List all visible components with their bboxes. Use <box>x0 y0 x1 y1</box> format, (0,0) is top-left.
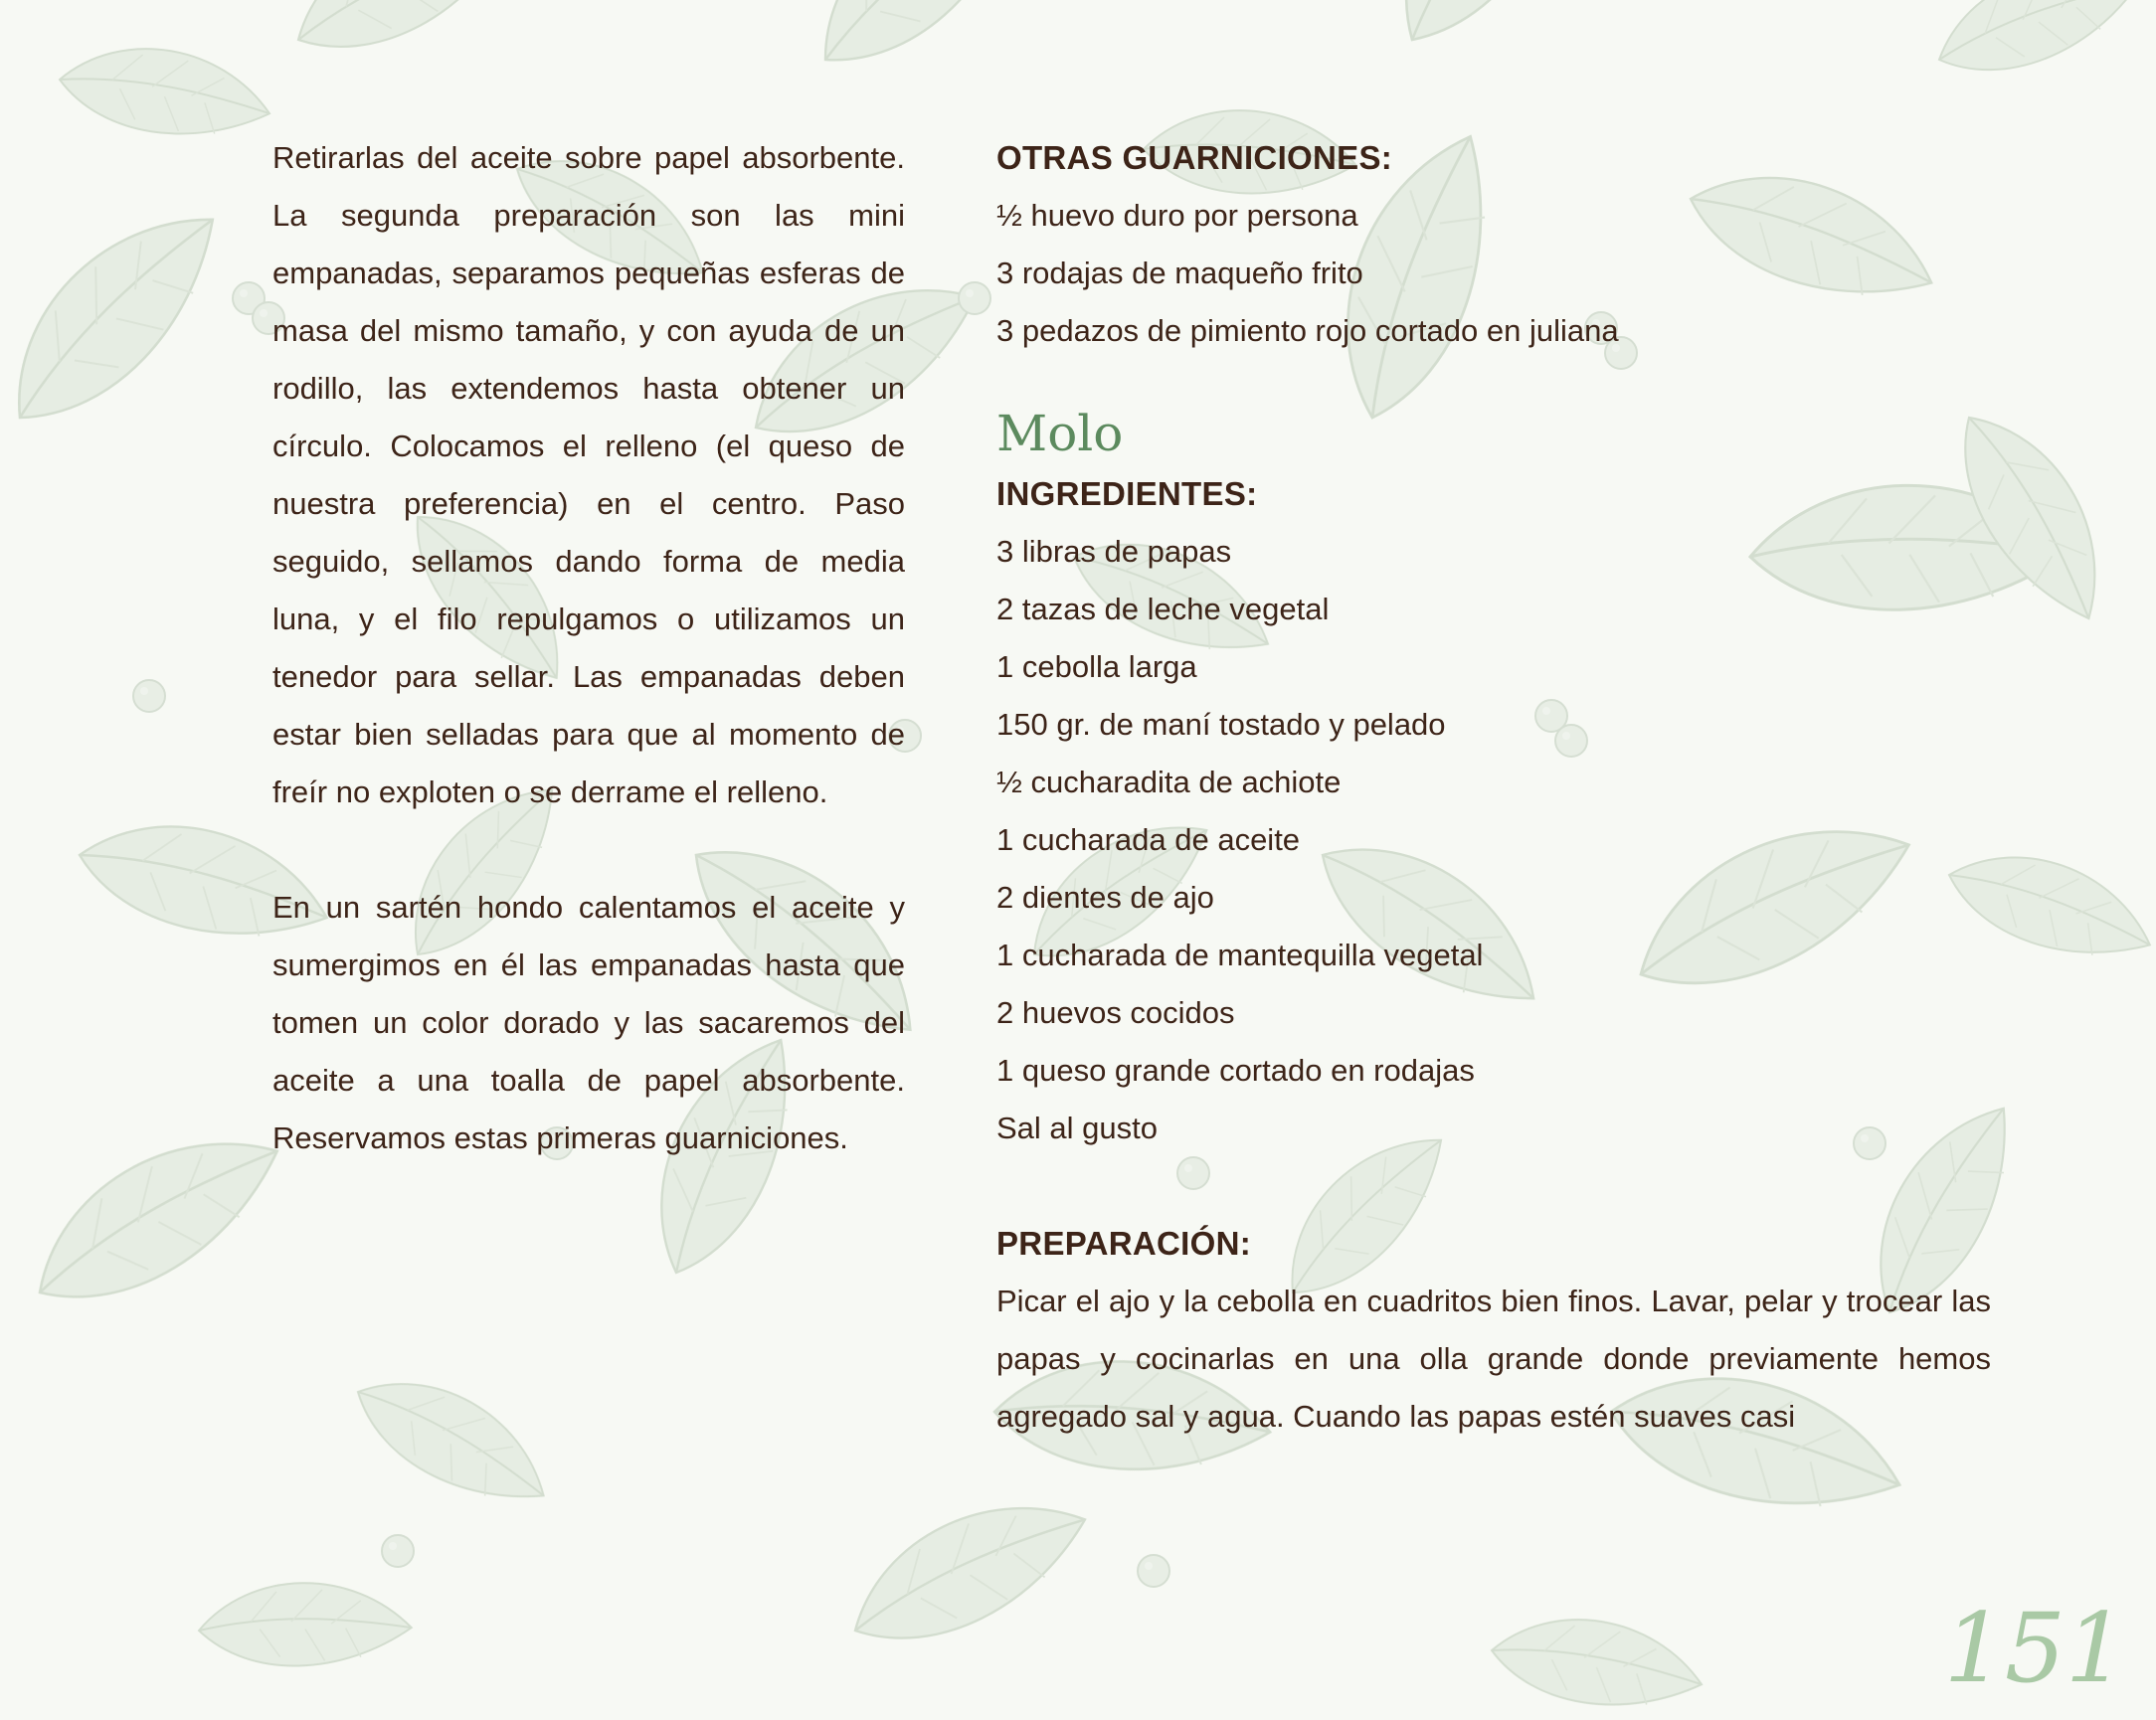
preparacion-text: Picar el ajo y la cebolla en cuadritos bien finos. Lavar, pelar y trocear las papas y cocinarlas en una olla grande donde previamente hemos agregado sal y agua. Cuando las papas estén suaves casi <box>996 1284 1991 1434</box>
ingredientes-list <box>996 523 1991 1157</box>
list-item: Sal al gusto <box>996 1111 1158 1145</box>
list-item: 3 rodajas de maqueño frito <box>996 256 1363 290</box>
list-item: 1 queso grande cortado en rodajas <box>996 1053 1475 1088</box>
left-paragraph-2: En un sartén hondo calentamos el aceite y sumergimos en él las empanadas hasta que tomen un color dorado y las sacaremos del aceite a una toalla de papel absorbente. Reservamos estas primeras guarniciones. <box>272 890 905 1155</box>
left-column <box>272 129 905 1167</box>
recipe-title: Molo <box>996 405 1124 462</box>
list-item: 3 pedazos de pimiento rojo cortado en juliana <box>996 313 1619 348</box>
otras-guarniciones-list <box>996 187 1991 360</box>
list-item: 2 huevos cocidos <box>996 995 1235 1030</box>
list-item: ½ huevo duro por persona <box>996 198 1358 233</box>
list-item: 150 gr. de maní tostado y pelado <box>996 707 1446 742</box>
list-item: 3 libras de papas <box>996 534 1232 569</box>
ingredientes-heading: INGREDIENTES: <box>996 475 1258 512</box>
left-paragraph-1: Retirarlas del aceite sobre papel absorbente. La segunda preparación son las mini empanadas, separamos pequeñas esferas de masa del mismo tamaño, y con ayuda de un rodillo, las extendemos hasta obtener un círculo. Colocamos el relleno (el queso de nuestra preferencia) en el centro. Paso seguido, sellamos dando forma de media luna, y el filo repulgamos o utilizamos un tenedor para sellar. Las empanadas deben estar bien selladas para que al momento de freír no exploten o se derrame el relleno. <box>272 140 905 809</box>
list-item: 1 cucharada de mantequilla vegetal <box>996 938 1484 972</box>
section-gap <box>996 1157 1991 1215</box>
page-number: 151 <box>1943 1593 2126 1704</box>
list-item: 2 tazas de leche vegetal <box>996 592 1330 626</box>
right-column <box>996 129 1991 1446</box>
list-item: ½ cucharadita de achiote <box>996 765 1342 799</box>
otras-guarniciones-heading: OTRAS GUARNICIONES: <box>996 139 1393 176</box>
list-item: 2 dientes de ajo <box>996 880 1214 915</box>
preparacion-heading: PREPARACIÓN: <box>996 1225 1251 1262</box>
list-item: 1 cucharada de aceite <box>996 822 1301 857</box>
paragraph-gap <box>272 821 905 879</box>
list-item: 1 cebolla larga <box>996 649 1197 684</box>
